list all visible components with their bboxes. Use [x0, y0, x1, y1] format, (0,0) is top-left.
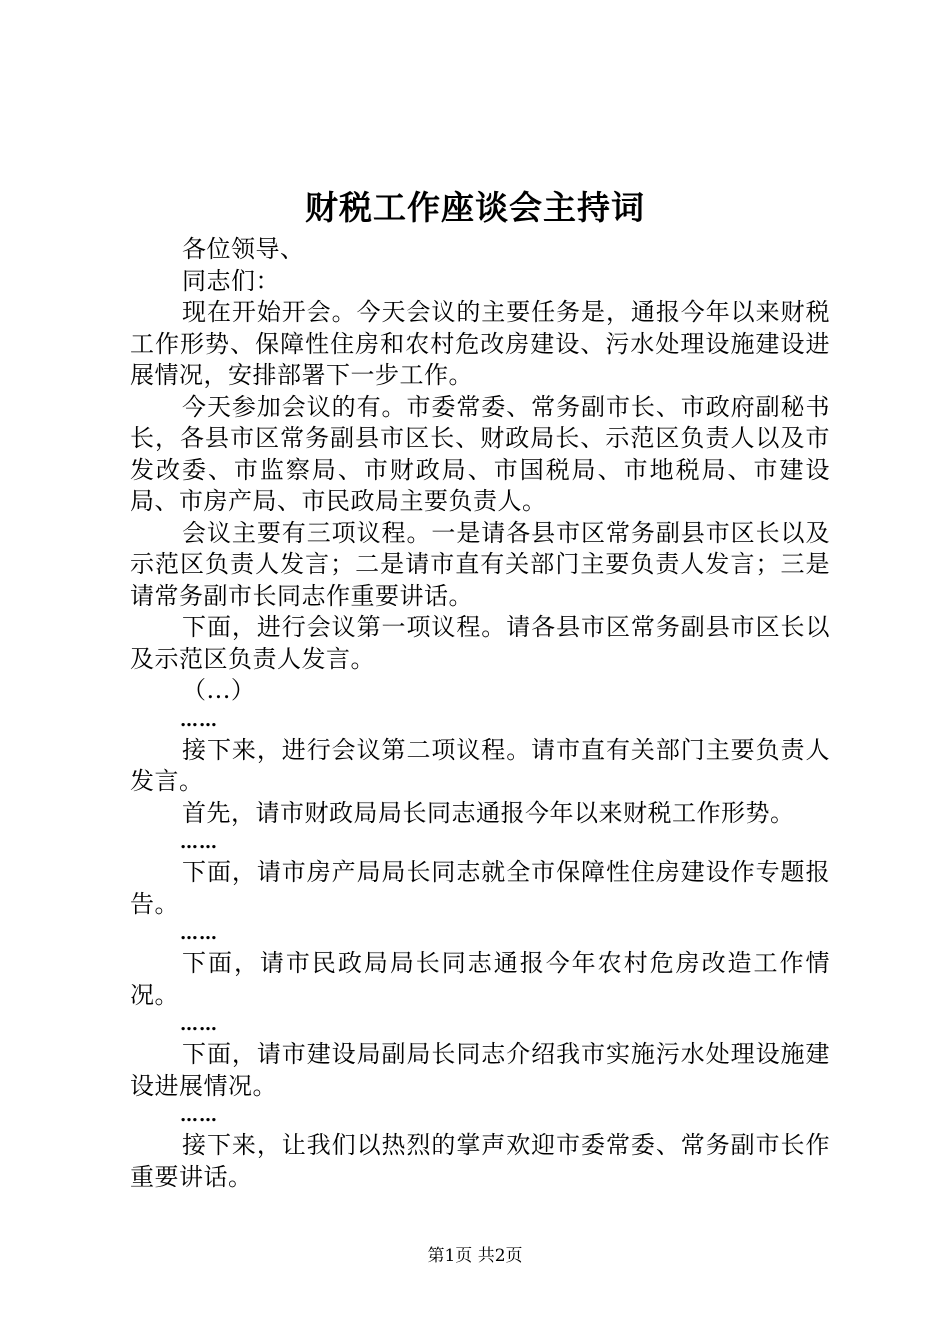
paragraph-housing-report: 下面，请市房产局局长同志就全市保障性住房建设作专题报告。 — [130, 858, 830, 918]
paragraph-agenda: 会议主要有三项议程。一是请各县市区常务副县市区长以及示范区负责人发言；二是请市直有关部门主要负责人发言；三是请常务副市长同志作重要讲话。 — [130, 518, 830, 610]
paragraph-item-two: 接下来，进行会议第二项议程。请市直有关部门主要负责人发言。 — [130, 735, 830, 795]
page-title: 财税工作座谈会主持词 — [305, 188, 645, 227]
ellipsis-marker: …… — [180, 709, 218, 731]
page-footer: 第1页 共2页 — [427, 1246, 523, 1266]
paragraph-civil-affairs-report: 下面，请市民政局局长同志通报今年农村危房改造工作情况。 — [130, 949, 830, 1009]
ellipsis-marker: …… — [180, 923, 218, 944]
paragraph-closing: 接下来，让我们以热烈的掌声欢迎市委常委、常务副市长作重要讲话。 — [130, 1131, 830, 1191]
document-body — [130, 234, 830, 1193]
paragraph-placeholder: （...） — [182, 676, 256, 704]
paragraph-attendees: 今天参加会议的有。市委常委、常务副市长、市政府副秘书长，各县市区常务副县市区长、财政局长、示范区负责人以及市发改委、市监察局、市财政局、市国税局、市地税局、市建设局、市房产局、市民政局主要负责人。 — [130, 392, 830, 515]
ellipsis-marker: …… — [180, 1014, 218, 1035]
paragraph-item-one: 下面，进行会议第一项议程。请各县市区常务副县市区长以及示范区负责人发言。 — [130, 613, 830, 673]
paragraph-finance-report: 首先，请市财政局局长同志通报今年以来财税工作形势。 — [182, 798, 795, 827]
paragraph-construction-report: 下面，请市建设局副局长同志介绍我市实施污水处理设施建设进展情况。 — [130, 1040, 830, 1100]
ellipsis-marker: …… — [180, 832, 218, 853]
ellipsis-marker: …… — [180, 1105, 218, 1126]
paragraph-greeting-2: 同志们： — [182, 266, 280, 295]
paragraph-opening: 现在开始开会。今天会议的主要任务是，通报今年以来财税工作形势、保障性住房和农村危改房建设、污水处理设施建设进展情况，安排部署下一步工作。 — [130, 298, 830, 389]
paragraph-greeting: 各位领导、 — [182, 235, 305, 263]
